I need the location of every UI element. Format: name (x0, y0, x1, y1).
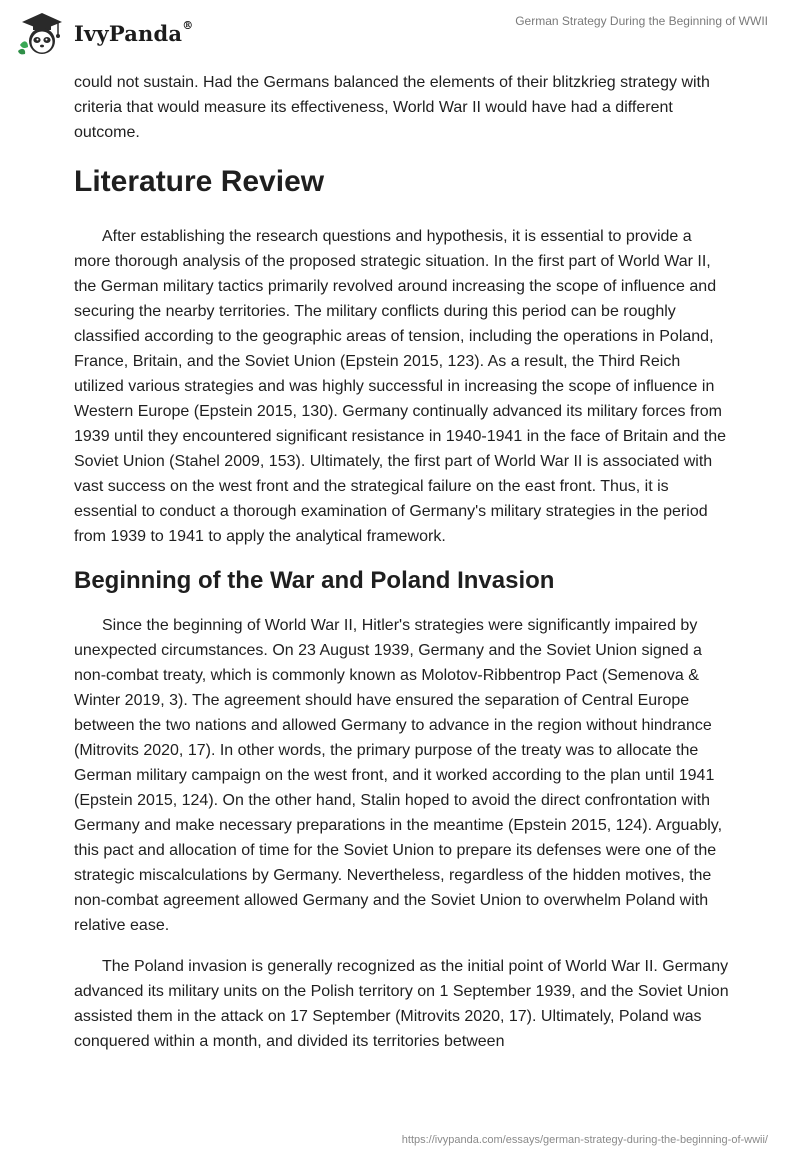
ivypanda-logo[interactable] (16, 9, 193, 57)
document-title: German Strategy During the Beginning of WWII (515, 14, 768, 28)
panda-graduation-cap-icon (16, 9, 68, 57)
poland-invasion-paragraph: The Poland invasion is generally recognized as the initial point of World War II. Germany advanced its military units on the Polish territory on 1 September 1939, and the Soviet Union assisted them in the attack on 17 September (Mitrovits 2020, 17). Ultimately, Poland was conquered within a month, and divided its territories between (74, 958, 729, 1050)
essay-content (74, 70, 729, 1054)
source-url[interactable]: https://ivypanda.com/essays/german-strategy-during-the-beginning-of-wwii/ (401, 1134, 768, 1146)
paragraph-spacer (74, 938, 729, 954)
war-beginning-paragraph: Since the beginning of World War II, Hitler's strategies were significantly impaired by unexpected circumstances. On 23 August 1939, Germany and the Soviet Union signed a non-combat treaty, which is commonly known as Molotov-Ribbentrop Pact (Semenova & Winter 2019, 3). The agreement should have ensured the separation of Central Europe between the two nations and allowed Germany to advance in the region without hindrance (Mitrovits 2020, 17). In other words, the primary purpose of the treaty was to allocate the German military campaign on the west front, and it worked according to the plan until 1941 (Epstein 2015, 124). On the other hand, Stalin hoped to avoid the direct confrontation with Germany and make necessary preparations in the meantime (Epstein 2015, 124). Arguably, this pact and allocation of time for the Soviet Union to prepare its defenses were one of the strategic miscalculations by Germany. Nevertheless, regardless of the hidden motives, the non-combat agreement allowed Germany and the Soviet Union to overwhelm Poland with relative ease. (74, 617, 723, 934)
page-header (0, 0, 800, 62)
section-heading-literature-review: Literature Review (74, 165, 325, 198)
brand-name: IvyPanda® (74, 18, 194, 46)
intro-paragraph: could not sustain. Had the Germans balanced the elements of their blitzkrieg strategy with criteria that would measure its effectiveness, World War II would have had a different outcome. (74, 74, 710, 141)
literature-review-paragraph: After establishing the research questions and hypothesis, it is essential to provide a more thorough analysis of the proposed strategic situation. In the first part of World War II, the German military tactics primarily revolved around increasing the scope of influence and securing the nearby territories. The military conflicts during this period can be roughly classified according to the geographic areas of tension, including the operations in Poland, France, Britain, and the Soviet Union (Epstein 2015, 123). As a result, the Third Reich utilized various strategies and was highly successful in increasing the scope of influence in Western Europe (Epstein 2015, 130). Germany continually advanced its military forces from 1939 until they encountered significant resistance in 1940-1941 in the face of Britain and the Soviet Union (Stahel 2009, 153). Ultimately, the first part of World War II is associated with vast success on the west front and the strategical failure on the east front. Thus, it is essential to conduct a thorough examination of Germany's military strategies in the period from 1939 to 1941 to apply the analytical framework. (74, 228, 726, 545)
subsection-heading-poland-invasion: Beginning of the War and Poland Invasion (74, 567, 555, 594)
